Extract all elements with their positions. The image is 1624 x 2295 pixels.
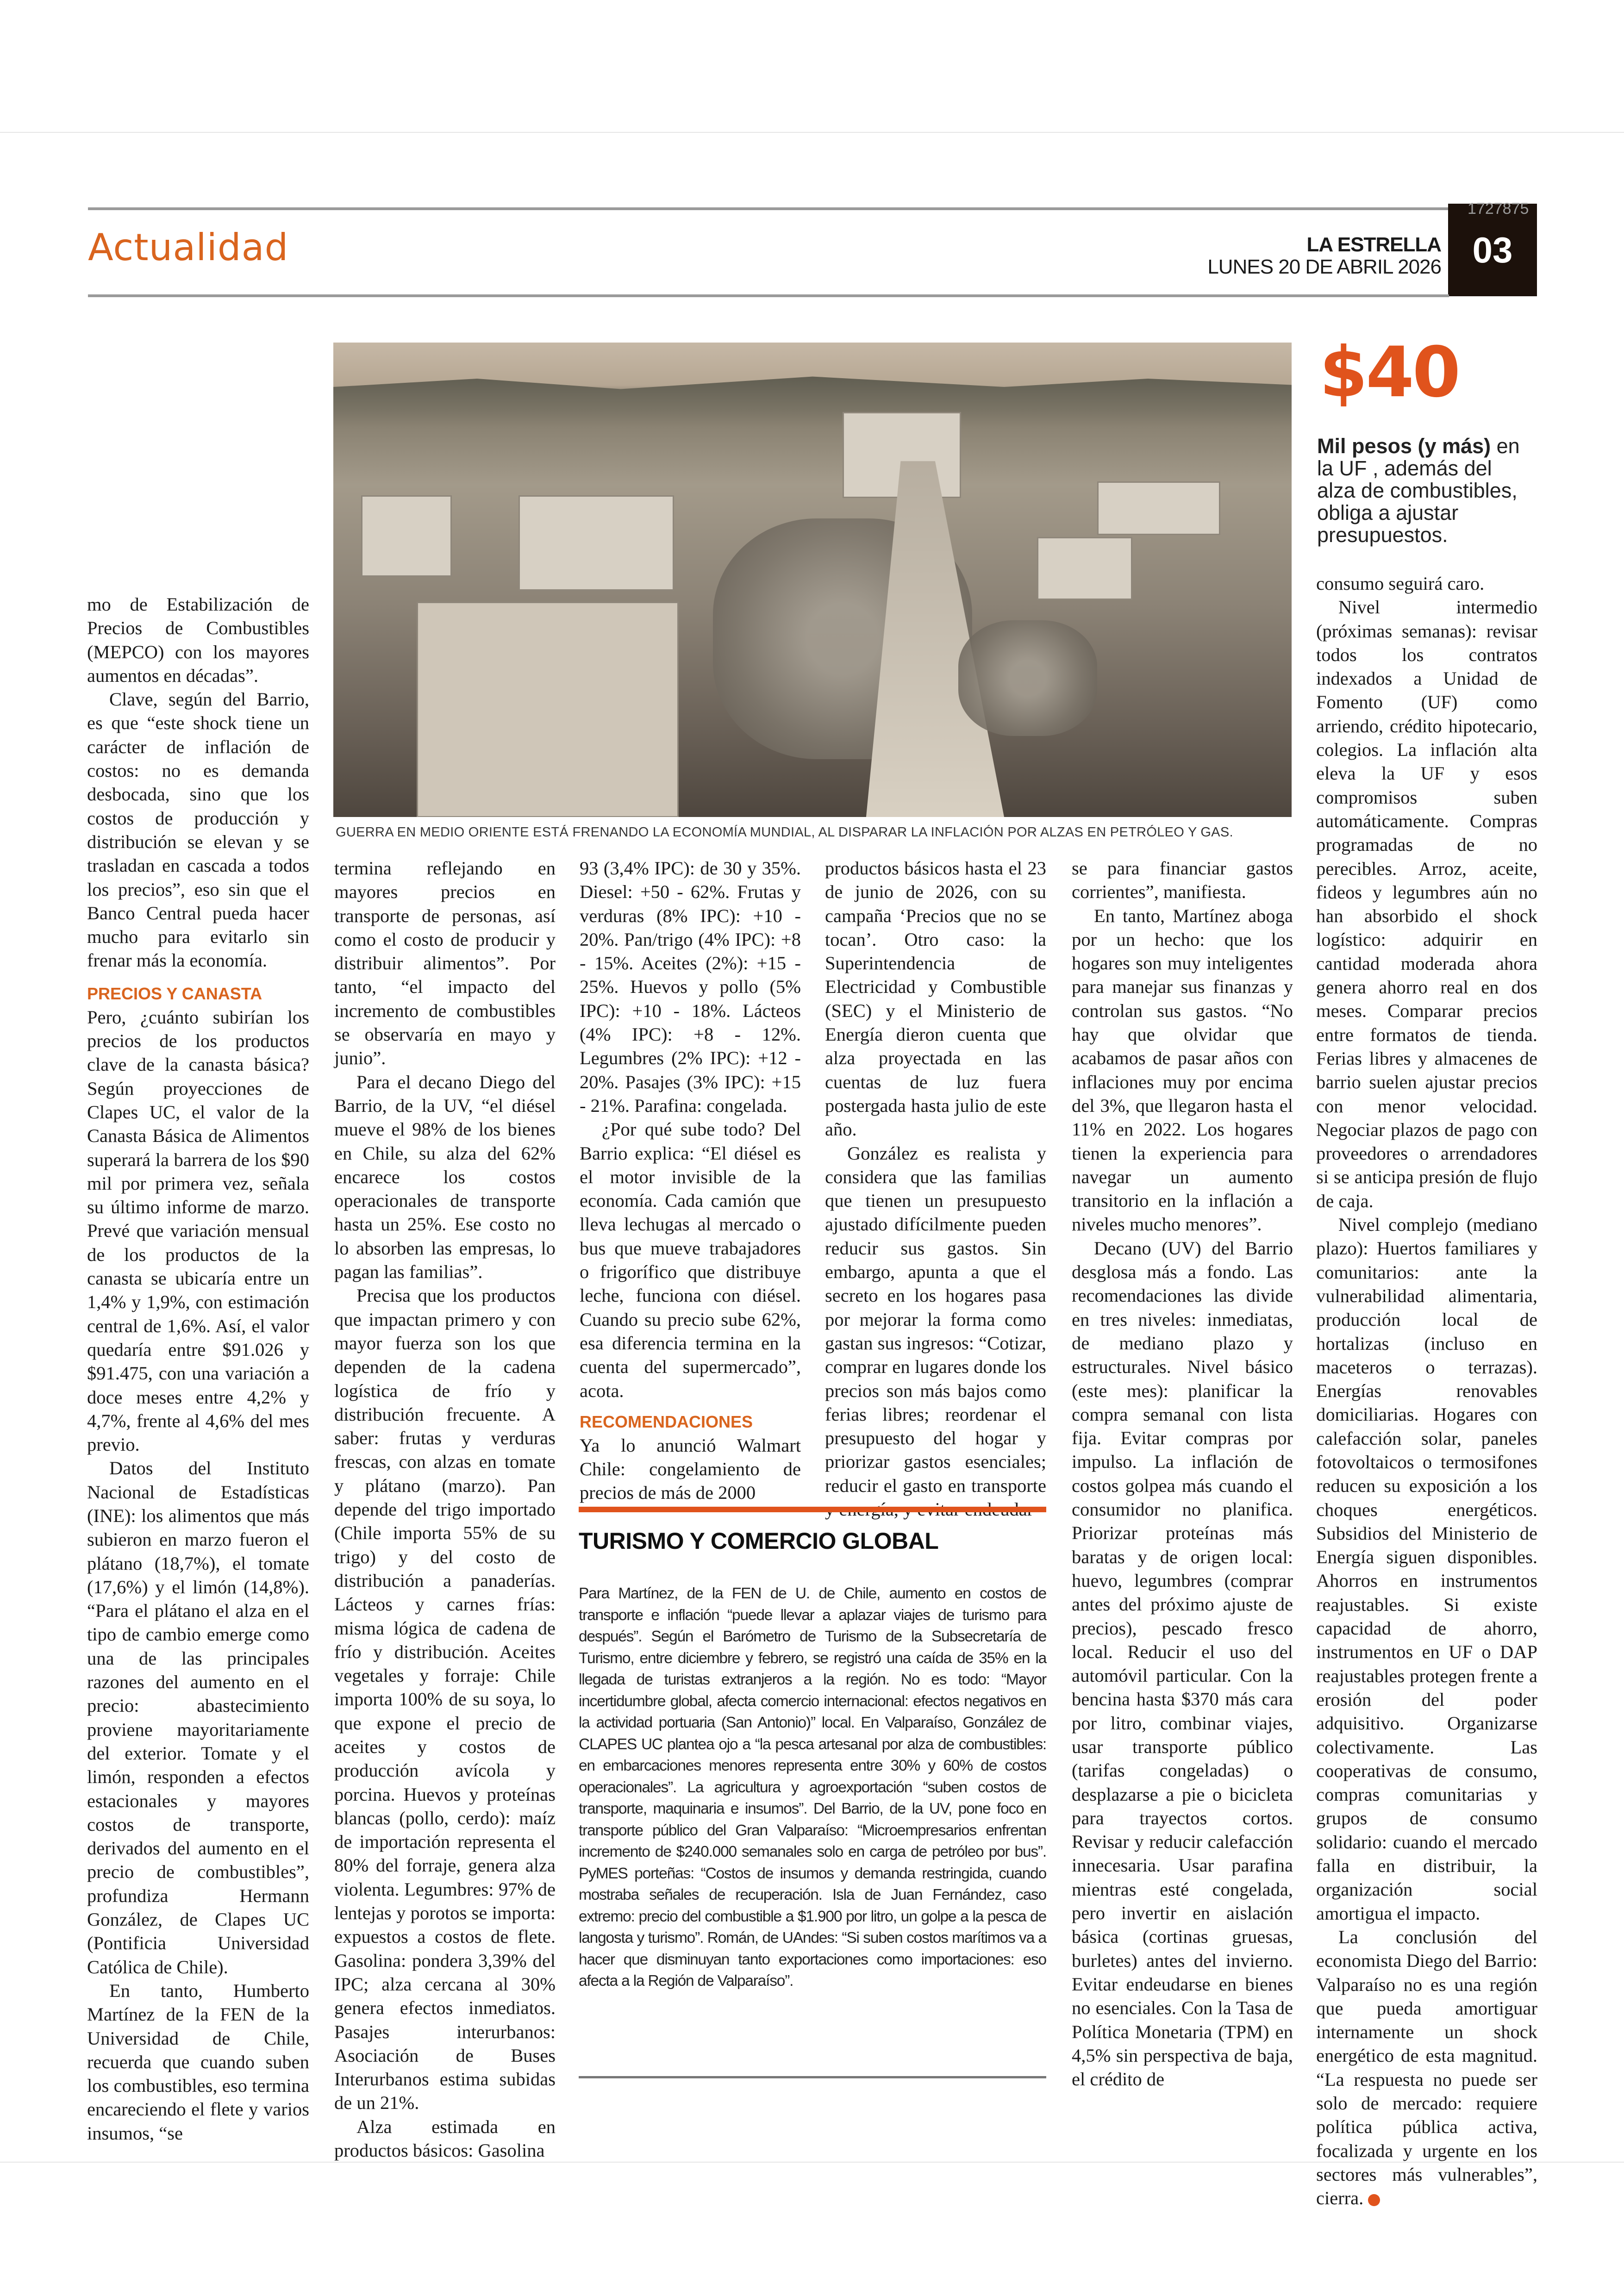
- publication-date: LUNES 20 DE ABRIL 2026: [1207, 256, 1441, 278]
- sidebar-box-title: TURISMO Y COMERCIO GLOBAL: [579, 1528, 939, 1554]
- paragraph: mo de Estabilización de Precios de Combustibles (MEPCO) con los mayores aumentos en décadas”.: [87, 594, 309, 686]
- header-top-rule: [88, 207, 1449, 210]
- paragraph: Ya lo anunció Walmart Chile: congelamiento de precios de más de 2000: [580, 1434, 801, 1503]
- paragraph: González es realista y considera que las familias que tienen un presupuesto ajustado difícilmente pueden reducir sus gastos. Sin embargo, apunta a que el secreto en los hogares pasa por mejorar la forma como gastan sus ingresos: “Cotizar, comprar en lugares donde los precios son más bajos como ferias libres; reordenar el presupuesto del hogar y priorizar gastos esenciales; reducir el gasto en transporte: [825, 1142, 1046, 1496]
- article-column-6: [1316, 572, 1537, 2210]
- masthead: [1207, 234, 1441, 278]
- paragraph: Alza estimada en productos básicos: Gasolina: [334, 2116, 556, 2161]
- end-of-article-icon: ✕: [1368, 2194, 1380, 2206]
- paragraph: En tanto, Humberto Martínez de la FEN de la Universidad de Chile, recuerda que cuando suben los combustibles, eso termina encareciendo el flete y varios insumos, “se: [87, 1980, 309, 2144]
- sidebar-orange-rule: [579, 1507, 1046, 1512]
- article-column-4: [825, 856, 1046, 1521]
- sidebar-bottom-rule: [579, 2076, 1046, 2078]
- highlight-text-bold: Mil pesos (y más): [1317, 434, 1491, 458]
- paragraph: Para el decano Diego del Barrio, de la UV, “el diésel mueve el 98% de los bienes en Chile, su alza del 62% encarece los costos operacionales de transporte hasta un 25%. Ese costo no lo absorben las empresas, lo pagan las familias”.: [334, 1071, 556, 1283]
- photo-hills: [333, 370, 1292, 412]
- photo-caption: GUERRA EN MEDIO ORIENTE ESTÁ FRENANDO LA ECONOMÍA MUNDIAL, AL DISPARAR LA INFLACIÓN POR ALZAS EN PETRÓLEO Y GAS.: [336, 825, 1233, 840]
- paragraph: Nivel intermedio (próximas semanas): revisar todos los contratos indexados a Unidad de Fomento (UF) como arriendo, crédito hipotecario, colegios. La inflación alta eleva la UF y esos compromisos suben automáticamente. Compras programadas de no perecibles. Arroz, aceite, fideos y legumbres aún no han absorbido el shock logístico: adquirir en cantidad moderada ahora genera ahorro real en dos meses. Comparar precios entre formatos de tienda. Ferias libres y almacenes de barrio suelen ajustar precios con menor velocidad. Negociar plazos de pago con proveedores o arrendadores si se anticipa presión de flujo de caja.: [1316, 597, 1537, 1211]
- photo-building: [518, 495, 674, 591]
- subhead-recomendaciones: RECOMENDACIONES: [580, 1412, 753, 1431]
- paragraph: En tanto, Martínez aboga por un hecho: que los hogares son muy inteligentes para manejar sus finanzas y controlan sus gastos. “No hay que olvidar que acabamos de pasar años con inflaciones muy por encima del 3%, que llegaron hasta el 11% en 2022. Los hogares tienen la experiencia para navegar un aumento transitorio en la inflación a niveles mucho menores”.: [1072, 905, 1293, 1235]
- subhead-precios: PRECIOS Y CANASTA: [87, 984, 262, 1003]
- article-column-2: [334, 856, 556, 2162]
- highlight-text: [1317, 435, 1535, 546]
- paragraph: [1316, 1925, 1537, 2210]
- page-number: 03: [1448, 204, 1537, 296]
- paragraph: 93 (3,4% IPC): de 30 y 35%. Diesel: +50 - 62%. Frutas y verduras (8% IPC): +10 - 20%. Pan/trigo (4% IPC): +8 - 15%. Aceites (2%): +15 - 25%. Huevos y pollo (5% IPC): +10 - 18%. Lácteos (4% IPC): +8 - 12%. Legumbres (2% IPC): +12 - 20%. Pasajes (3% IPC): +15 - 21%. Parafina: congelada.: [580, 858, 801, 1116]
- paragraph: Nivel complejo (mediano plazo): Huertos familiares y comunitarios: ante la vulnerabilidad alimentaria, producción local de hortalizas (incluso en maceteros o terrazas). Energías renovables domiciliarias. Hogares con calefacción solar, paneles fotovoltaicos o termosifones reducen su exposición a los choques energéticos. Subsidios del Ministerio de Energía siguen disponibles. Ahorros en instrumentos reajustables. Si existe capacidad de ahorro, instrumentos en UF o DAP reajustables protegen frente a erosión del poder adquisitivo. Organizarse colectivamente. Las cooperativas de consumo, compras comunitarias y grupos de consumo solidario: cuando el mercado falla en distribuir, la organización social amortigua el impacto.: [1316, 1214, 1537, 1924]
- header-bottom-rule: [88, 294, 1449, 297]
- paragraph: productos básicos hasta el 23 de junio de 2026, con su campaña ‘Precios que no se tocan’. Otro caso: la Superintendencia de Electricidad y Combustible (SEC) y el Ministerio de Energía dieron cuenta que alza proyectada en las cuentas de luz fuera postergada hasta julio de este año.: [825, 858, 1046, 1140]
- publication-name: LA ESTRELLA: [1306, 233, 1441, 256]
- paragraph: Clave, según del Barrio, es que “este shock tiene un carácter de inflación de costos: no es demanda desbocada, sino que los costos de producción y distribución se elevan y se trasladan en cascada a todos los precios”, eso sin que el Banco Central pueda hacer mucho para evitarlo sin frenar más la economía.: [87, 689, 309, 971]
- photo-building: [417, 602, 679, 817]
- paragraph: Pero, ¿cuánto subirían los precios de los productos clave de la canasta básica? Según proyecciones de Clapes UC, el valor de la Canasta Básica de Alimentos superará la barrera de los $90 mil por primera vez, señala su último informe de marzo. Prevé que variación mensual de los productos de la canasta se ubicaría entre un 1,4% y 1,9%, con estimación central de 1,6%. Así, el valor quedaría entre $91.026 y $91.475, con una variación a doce meses entre 4,2% y 4,7%, frente al 4,6% del mes previo.: [87, 1006, 309, 1455]
- paragraph: se para financiar gastos corrientes”, manifiesta.: [1072, 858, 1293, 903]
- article-column-1: [87, 592, 309, 2145]
- article-column-3: [580, 856, 801, 1505]
- highlight-figure: $40: [1319, 332, 1459, 413]
- scan-top-edge: [0, 132, 1624, 133]
- paragraph: Decano (UV) del Barrio desglosa más a fondo. Las recomendaciones las divide en tres niveles: inmediatas, de mediano plazo y estructurales. Nivel básico (este mes): planificar la compra semanal con lista fija. Evitar compras por impulso. La inflación de costos golpea más cuando el consumidor no planifica. Priorizar proteínas más baratas y de origen local: huevo, legumbres (comprar antes del próximo ajuste de precios), pescado fresco local. Reducir el uso del automóvil particular. Con la bencina hasta $370 más cara por litro, combinar viajes, usar transporte público (tarifas congeladas) o desplazarse a pie o bicicleta para trayectos cortos. Revisar y reducir calefacción innecesaria. Usar parafina mientras esté congelada, pero invertir en aislación básica (cortinas gruesas, burletes) antes del invierno. Evitar endeudarse en bienes no esenciales. Con la Tasa de Política Monetaria (TPM) en 4,5% sin perspectiva de baja, el crédito de: [1072, 1237, 1293, 2090]
- sidebar-box-text: Para Martínez, de la FEN de U. de Chile, aumento en costos de transporte e inflación “puede llevar a aplazar viajes de turismo para después”. Según el Barómetro de Turismo de la Subsecretaría de Turismo, entre diciembre y febrero, se registró una caída de 35% en la llegada de turistas extranjeros a la región. No es todo: “Mayor incertidumbre global, afecta comercio internacional: efectos negativos en la actividad portuaria (San Antonio)” local. En Valparaíso, González de CLAPES UC plantea ojo a “la pesca artesanal por alza de combustibles: en embarcaciones menores representa entre 30% y 60% de costos operacionales”. La agricultura y agroexportación “suben costos de transporte, maquinaria e insumos”. Del Barrio, de la UV, pone foco en transporte público del Gran Valparaíso: “Microempresarios enfrentan incremento de $240.000 semanales solo en carga de petróleo por bus”. PyMES porteñas: “Costos de insumos y demanda restringida, cuando mostraba señales de recuperación. Isla de Juan Fernández, caso extremo: precio del combustible a $1.900 por litro, un golpe a la pesca de langosta y turismo”. Román, de UAndes: “Si suben costos marítimos va a hacer que disminuyan tanto exportaciones como importaciones: eso afecta a la Región de Valparaíso”.: [579, 1585, 1046, 1989]
- news-photo-destroyed-city: [333, 343, 1292, 817]
- section-title: Actualidad: [88, 226, 289, 269]
- highlight-text-rest: en la UF , además del alza de combustibles, obliga a ajustar presupuestos.: [1317, 434, 1520, 547]
- page-code: 1727875: [1468, 200, 1529, 218]
- photo-building: [361, 495, 452, 577]
- paragraph: ¿Por qué sube todo? Del Barrio explica: “El diésel es el motor invisible de la economía. Cada camión que lleva lechugas al mercado o bus que mueve trabajadores o frigorífico que distribuye leche, funciona con diésel. Cuando su precio sube 62%, esa diferencia termina en la cuenta del supermercado”, acota.: [580, 1119, 801, 1401]
- photo-building: [1037, 537, 1132, 600]
- photo-rubble: [958, 620, 1097, 736]
- paragraph: termina reflejando en mayores precios en transporte de personas, así como el costo de producir y distribuir alimentos”. Por tanto, “el impacto del incremento de combustibles se observaría en mayo y junio”.: [334, 858, 556, 1069]
- scan-bottom-edge: [0, 2162, 1624, 2163]
- closing-paragraph: La conclusión del economista Diego del Barrio: Valparaíso no es una región que pueda amortiguar internamente un shock energético de esta magnitud. “La respuesta no puede ser solo de mercado: requiere política pública activa, focalizada y urgente en los sectores más vulnerables”, cierra.: [1316, 1926, 1537, 2209]
- article-column-5: [1072, 856, 1293, 2091]
- paragraph: Datos del Instituto Nacional de Estadísticas (INE): los alimentos que más subieron en marzo fueron el plátano (18,7%), el tomate (17,6%) y el limón (14,8%). “Para el plátano el alza en el tipo de cambio emerge como una de las principales razones del aumento en el precio: abastecimiento proviene mayoritariamente del exterior. Tomate y el limón, responden a efectos estacionales y mayores costos de transporte, derivados del aumento en el precio de combustibles”, profundiza Hermann González, de Clapes UC (Pontificia Universidad Católica de Chile).: [87, 1458, 309, 1977]
- paragraph: Precisa que los productos que impactan primero y con mayor fuerza son los que dependen de la cadena logística de frío y distribución frecuente. A saber: frutas y verduras frescas, con alzas en tomate y plátano (marzo). Pan depende del trigo importado (Chile importa 55% de su trigo) y del costo de distribución a panaderías. Lácteos y carnes frías: misma lógica de cadena de frío y distribución. Aceites vegetales y forraje: Chile importa 100% de su soya, lo que expone el precio de aceites y costos de producción avícola y porcina. Huevos y proteínas blancas (pollo, cerdo): maíz de importación representa el 80% del forraje, genera alza violenta. Legumbres: 97% de lentejas y porotos se importa: expuestos a costos de flete. Gasolina: pondera 3,39% del IPC; alza cercana al 30% genera efectos inmediatos. Pasajes interurbanos: Asociación de Buses Interurbanos estima subidas de un 21%.: [334, 1285, 556, 2114]
- photo-building: [1097, 481, 1220, 535]
- paragraph: consumo seguirá caro.: [1316, 573, 1485, 594]
